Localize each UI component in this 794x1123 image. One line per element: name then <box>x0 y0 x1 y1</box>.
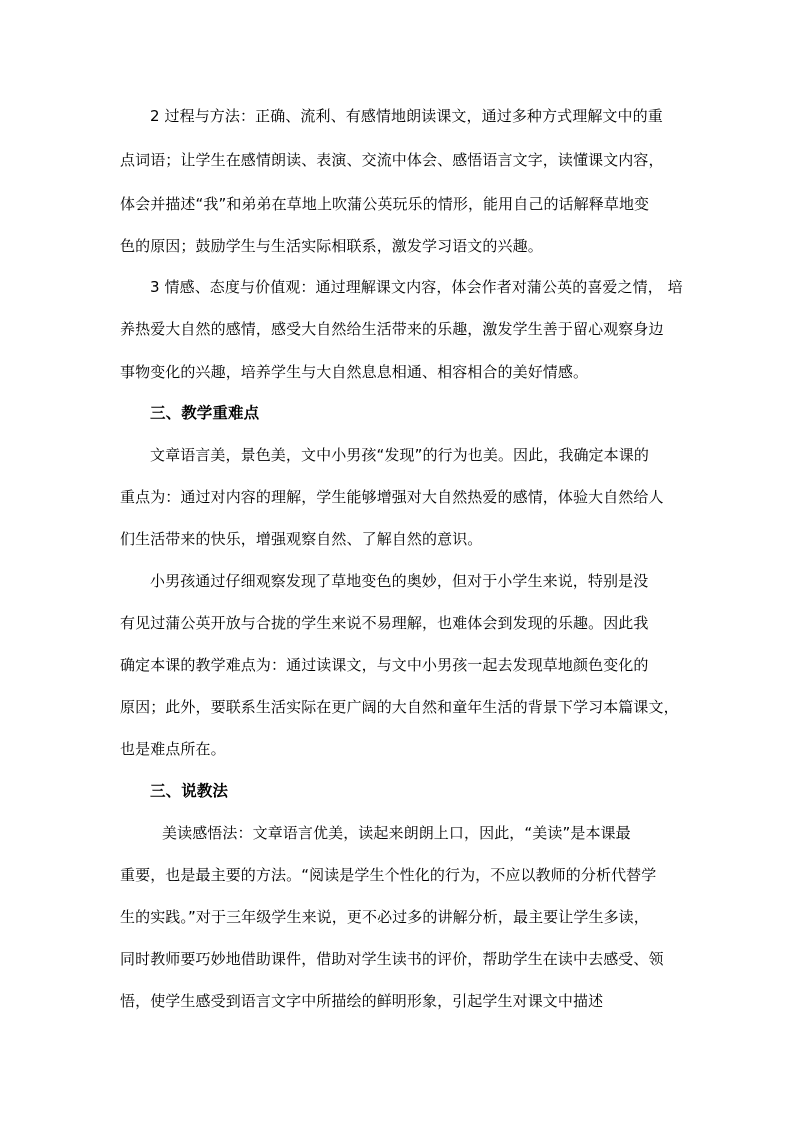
paragraph-key-points-line-2: 重点为：通过对内容的理解，学生能够增强对大自然热爱的感情，体验大自然给人 <box>120 488 664 506</box>
paragraph-process-method-line-2: 点词语；让学生在感情朗读、表演、交流中体会、感悟语言文字，读懂课文内容， <box>120 151 664 169</box>
paragraph-difficult-points-line-4: 原因；此外，要联系生活实际在更广阔的大自然和童年生活的背景下学习本篇课文， <box>120 698 679 716</box>
paragraph-key-points-line-3: 们生活带来的快乐，增强观察自然、了解自然的意识。 <box>120 530 483 548</box>
paragraph-process-method-line-1: 2 过程与方法：正确、流利、有感情地朗读课文，通过多种方式理解文中的重 <box>150 107 663 125</box>
paragraph-teaching-method-line-5: 悟，使学生感受到语言文字中所描绘的鲜明形象，引起学生对课文中描述 <box>120 992 604 1010</box>
paragraph-teaching-method-line-2: 重要，也是最主要的方法。“阅读是学生个性化的行为，不应以教师的分析代替学 <box>120 866 657 884</box>
paragraph-teaching-method-line-1: 美读感悟法：文章语言优美，读起来朗朗上口，因此，“美读”是本课最 <box>162 824 631 842</box>
paragraph-teaching-method-line-4: 同时教师要巧妙地借助课件，借助对学生读书的评价，帮助学生在读中去感受、领 <box>120 950 664 968</box>
paragraph-emotion-line-2: 养热爱大自然的感情，感受大自然给生活带来的乐趣，激发学生善于留心观察身边 <box>120 320 664 338</box>
paragraph-difficult-points-line-2: 有见过蒲公英开放与合拢的学生来说不易理解，也难体会到发现的乐趣。因此我 <box>120 614 649 632</box>
paragraph-emotion-line-1: 3 情感、态度与价值观：通过理解课文内容，体会作者对蒲公英的喜爱之情， 培 <box>150 278 683 296</box>
paragraph-teaching-method-line-3: 生的实践。”对于三年级学生来说，更不必过多的讲解分析，最主要让学生多读， <box>120 908 649 926</box>
paragraph-difficult-points-line-1: 小男孩通过仔细观察发现了草地变色的奥妙，但对于小学生来说，特别是没 <box>150 572 649 590</box>
paragraph-difficult-points-line-5: 也是难点所在。 <box>120 740 226 758</box>
section-heading-key-difficult-points: 三、教学重难点 <box>150 404 260 422</box>
section-heading-teaching-method: 三、说教法 <box>150 782 229 800</box>
paragraph-key-points-line-1: 文章语言美，景色美，文中小男孩“发现”的行为也美。因此，我确定本课的 <box>150 446 649 464</box>
paragraph-emotion-line-3: 事物变化的兴趣，培养学生与大自然息息相通、相容相合的美好情感。 <box>120 363 589 381</box>
paragraph-process-method-line-4: 色的原因；鼓励学生与生活实际相联系，激发学习语文的兴趣。 <box>120 237 543 255</box>
paragraph-difficult-points-line-3: 确定本课的教学难点为：通过读课文，与文中小男孩一起去发现草地颜色变化的 <box>120 656 649 674</box>
paragraph-process-method-line-3: 体会并描述“我”和弟弟在草地上吹蒲公英玩乐的情形，能用自己的话解释草地变 <box>120 195 650 213</box>
